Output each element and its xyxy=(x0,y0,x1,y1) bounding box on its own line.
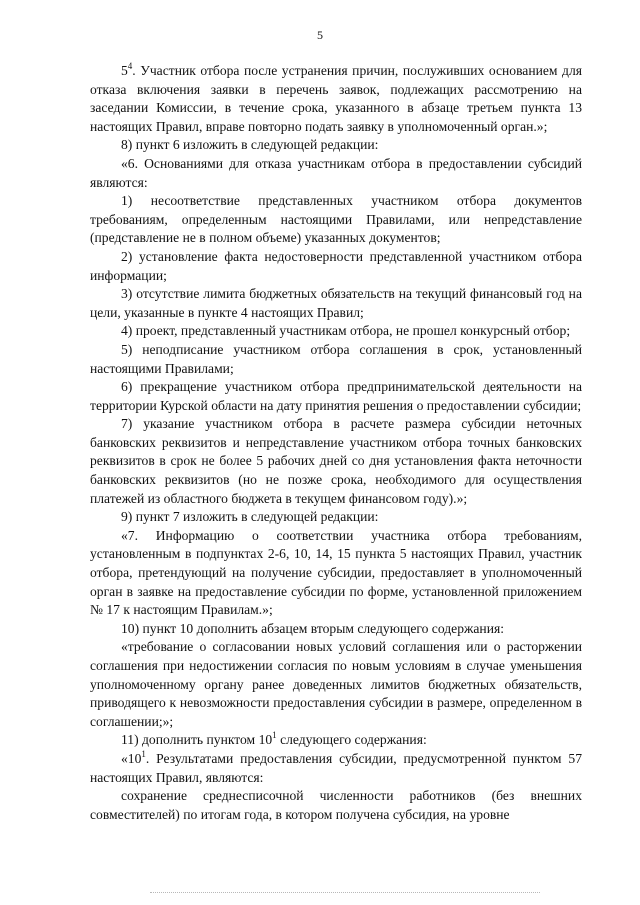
paragraph-p11 xyxy=(90,731,582,750)
paragraph-text: 8) пункт 6 изложить в следующей редакции: xyxy=(121,137,379,153)
superscript: 1 xyxy=(272,730,277,741)
paragraph-p8 xyxy=(90,136,582,155)
paragraph-text: 10) пункт 10 дополнить абзацем вторым следующего содержания: xyxy=(121,620,504,636)
paragraph-text-continued: . Участник отбора после устранения причин, послуживших основанием для отказа включения заявки в перечень заявок, подлежащих рассмотрению на заседании Комиссии, в течение срока, указанного в абзаце третьем пункта 13 настоящих Правил, вправе повторно подать заявку в уполномоченный орган.»; xyxy=(90,63,582,134)
paragraph-p7 xyxy=(90,527,582,620)
paragraph-p6-3 xyxy=(90,285,582,322)
paragraph-text: 1) несоответствие представленных участником отбора документов требованиям, определенным настоящими Правилами, или непредставление (представление не в полном объеме) указанных документов; xyxy=(90,193,582,246)
paragraph-text-continued: . Результатами предоставления субсидии, предусмотренной пунктом 57 настоящих Правил, являются: xyxy=(90,750,582,785)
paragraph-p6-6 xyxy=(90,378,582,415)
paragraph-p9 xyxy=(90,508,582,527)
paragraph-p10-2 xyxy=(90,638,582,731)
paragraph-p101-a xyxy=(90,787,582,824)
paragraph-p6-4 xyxy=(90,322,582,341)
paragraph-text: 2) установление факта недостоверности представленной участником отбора информации; xyxy=(90,248,582,283)
paragraph-p101 xyxy=(90,750,582,787)
paragraph-text-continued: следующего содержания: xyxy=(276,732,427,748)
paragraph-text: сохранение среднесписочной численности работников (без внешних совместителей) по итогам года, в котором получена субсидия, на уровне xyxy=(90,788,582,822)
paragraph-text: «7. Информацию о соответствии участника отбора требованиям, установленным в подпунктах 2-6, 10, 14, 15 пункта 5 настоящих Правил, участник отбора, претендующий на получение субсидии, предоставляет в уполномоченный орган в заявке на предоставление субсидии по форме, установленной приложением № 17 к настоящим Правилам.»; xyxy=(90,527,582,618)
superscript: 4 xyxy=(127,61,133,71)
document-body xyxy=(90,62,582,824)
superscript: 1 xyxy=(141,748,146,759)
scan-artifact-line xyxy=(150,892,540,894)
paragraph-text: 5) неподписание участником отбора соглашения в срок, установленный настоящими Правилами; xyxy=(90,341,582,376)
paragraph-text: «6. Основаниями для отказа участникам отбора в предоставлении субсидий являются: xyxy=(90,155,582,190)
paragraph-text: 6) прекращение участником отбора предпринимательской деятельности на территории Курской области на дату принятия решения о предоставлении субсидии; xyxy=(90,379,582,413)
paragraph-text: 7) указание участником отбора в расчете размера субсидии неточных банковских реквизитов и непредставление участником отбора точных банковских реквизитов в срок не более 5 рабочих дней со дня установления факта неточности банковских реквизитов (но не позже срока, необходимого для осуществления платежей из областного бюджета в текущем финансовом году).»; xyxy=(90,416,582,506)
paragraph-p6-1 xyxy=(90,192,582,248)
paragraph-p6-5 xyxy=(90,341,582,378)
paragraph-p6-7 xyxy=(90,415,582,508)
page-number: 5 xyxy=(317,28,323,42)
paragraph-text: 11) дополнить пунктом 10 xyxy=(121,732,273,748)
paragraph-text: 3) отсутствие лимита бюджетных обязательств на текущий финансовый год на цели, указанные в пункте 4 настоящих Правил; xyxy=(90,286,582,320)
paragraph-text: «требование о согласовании новых условий соглашения или о расторжении соглашения при недостижении согласия по новым условиям в случае уменьшения уполномоченному органу ранее доведенных лимитов бюджетных обязательств, приводящего к невозможности предоставления субсидии в размере, определенном в соглашении;»; xyxy=(90,639,582,729)
paragraph-p6-2 xyxy=(90,248,582,285)
paragraph-text: 9) пункт 7 изложить в следующей редакции: xyxy=(121,509,379,525)
paragraph-text: «10 xyxy=(121,750,142,766)
paragraph-p54 xyxy=(90,62,582,136)
paragraph-p6 xyxy=(90,155,582,192)
paragraph-p10 xyxy=(90,620,582,639)
paragraph-text: 5 xyxy=(121,63,128,78)
paragraph-text: 4) проект, представленный участникам отбора, не прошел конкурсный отбор; xyxy=(121,323,571,339)
